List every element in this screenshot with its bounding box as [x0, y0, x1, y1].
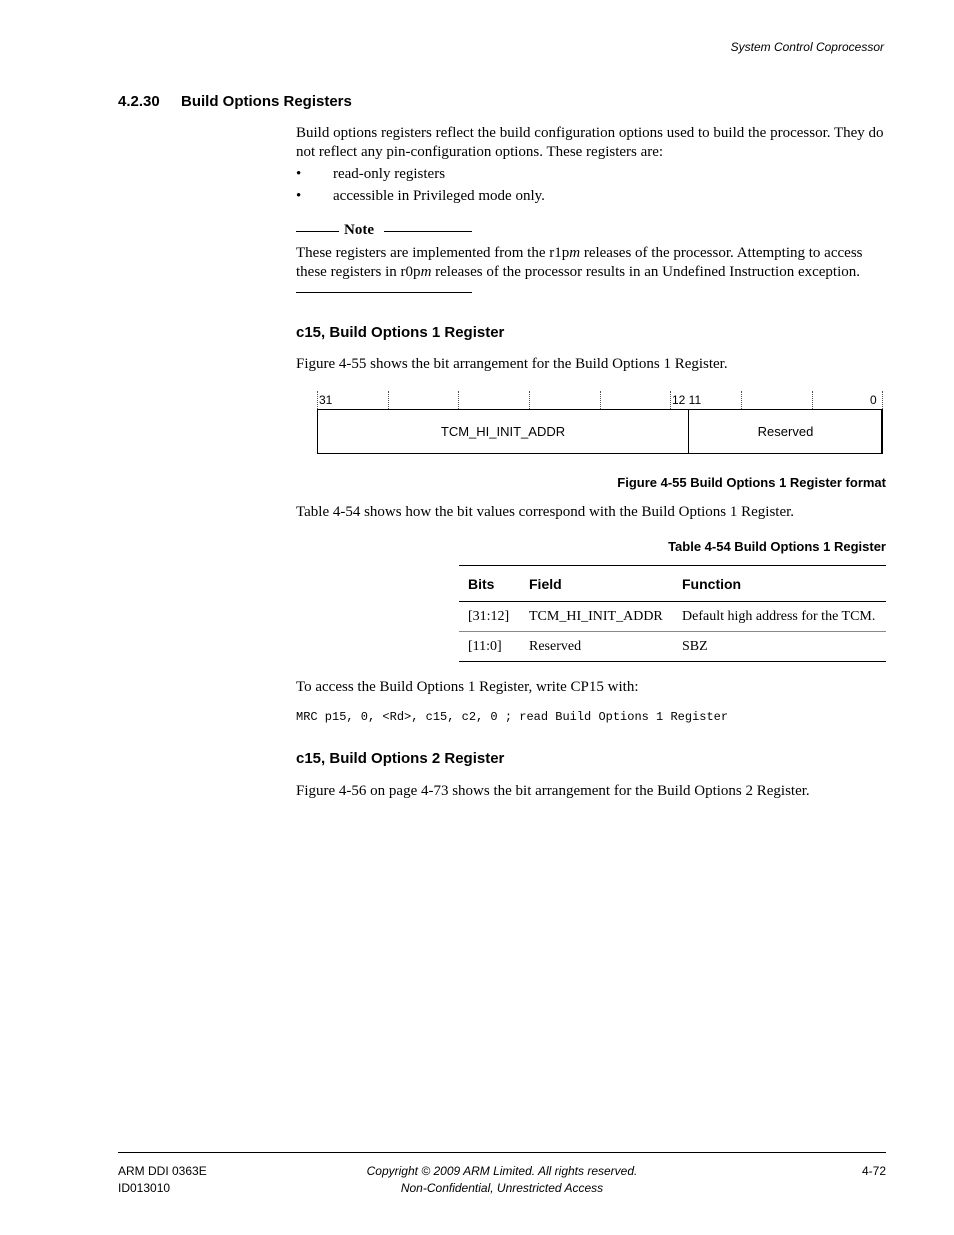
bullet-item: • accessible in Privileged mode only. [296, 188, 545, 204]
running-header: System Control Coprocessor [730, 40, 884, 54]
figure-reference-text: Figure 4-55 shows the bit arrangement for the Build Options 1 Register. [296, 356, 728, 372]
bullet-text: accessible in Privileged mode only. [333, 188, 545, 204]
bit-tick [812, 391, 813, 409]
figure-reference-text-2: Figure 4-56 on page 4-73 shows the bit arrangement for the Build Options 2 Register. [296, 783, 810, 799]
table-cell: SBZ [673, 632, 886, 662]
footer-doc-id: ARM DDI 0363E [118, 1164, 207, 1178]
table-cell: Reserved [520, 632, 673, 662]
bit-tick [317, 391, 318, 409]
note-rule-bottom [296, 292, 472, 293]
note-label: Note [344, 222, 374, 238]
bit-tick [388, 391, 389, 409]
bullet-text: read-only registers [333, 166, 446, 182]
bit-label-31: 31 [319, 393, 333, 407]
note-text: These registers are implemented from the r1pm releases of the processor. Attempting to access these registers in r0pm releases of the processor results in an Undefined Instruction exception. [296, 245, 863, 280]
note-rule-left [296, 231, 339, 232]
footer-issue-id: ID013010 [118, 1181, 171, 1195]
field-reserved: Reserved [757, 424, 814, 439]
intro-paragraph: Build options registers reflect the build configuration options used to build the processor. They do not reflect any pin-configuration options. These registers are: [296, 125, 884, 160]
field-tcm-hi-init-addr: TCM_HI_INIT_ADDR [318, 410, 689, 453]
subsection-title: c15, Build Options 1 Register [296, 324, 505, 341]
figure-caption: Figure 4-55 Build Options 1 Register format [617, 475, 886, 490]
bit-tick [670, 391, 671, 409]
bit-tick [741, 391, 742, 409]
footer-page-number: 4-72 [861, 1164, 886, 1178]
bullet-item: • read-only registers [296, 166, 446, 182]
register-diagram [317, 409, 883, 454]
table-cell: Default high address for the TCM. [673, 602, 886, 632]
table-reference-text: Table 4-54 shows how the bit values correspond with the Build Options 1 Register. [296, 504, 795, 520]
subsection-title-2: c15, Build Options 2 Register [296, 750, 505, 767]
code-line: MRC p15, 0, <Rd>, c15, c2, 0 ; read Build Options 1 Register [296, 710, 729, 724]
footer-access: Non-Confidential, Unrestricted Access [400, 1181, 604, 1195]
note-rule-right [384, 231, 472, 232]
bit-label-0: 0 [870, 393, 877, 407]
access-text: To access the Build Options 1 Register, write CP15 with: [296, 679, 639, 695]
table-cell: [11:0] [459, 632, 520, 662]
bit-label-12-11: 12 11 [672, 393, 702, 407]
table-header-row [459, 566, 886, 602]
column-header: Field [520, 566, 673, 602]
register-table [459, 565, 886, 662]
column-header: Bits [459, 566, 520, 602]
section-heading [118, 93, 352, 110]
bit-tick [458, 391, 459, 409]
table-row [459, 632, 886, 662]
table-row [459, 602, 886, 632]
table-cell: TCM_HI_INIT_ADDR [520, 602, 673, 632]
section-title: Build Options Registers [181, 93, 352, 110]
bit-tick [529, 391, 530, 409]
table-caption: Table 4-54 Build Options 1 Register [668, 539, 886, 554]
bit-tick [882, 391, 883, 409]
column-header: Function [673, 566, 886, 602]
table-cell: [31:12] [459, 602, 520, 632]
footer-copyright: Copyright © 2009 ARM Limited. All rights reserved. [366, 1164, 638, 1178]
footer-rule [118, 1152, 886, 1153]
bit-tick [600, 391, 601, 409]
section-number: 4.2.30 [118, 93, 160, 110]
